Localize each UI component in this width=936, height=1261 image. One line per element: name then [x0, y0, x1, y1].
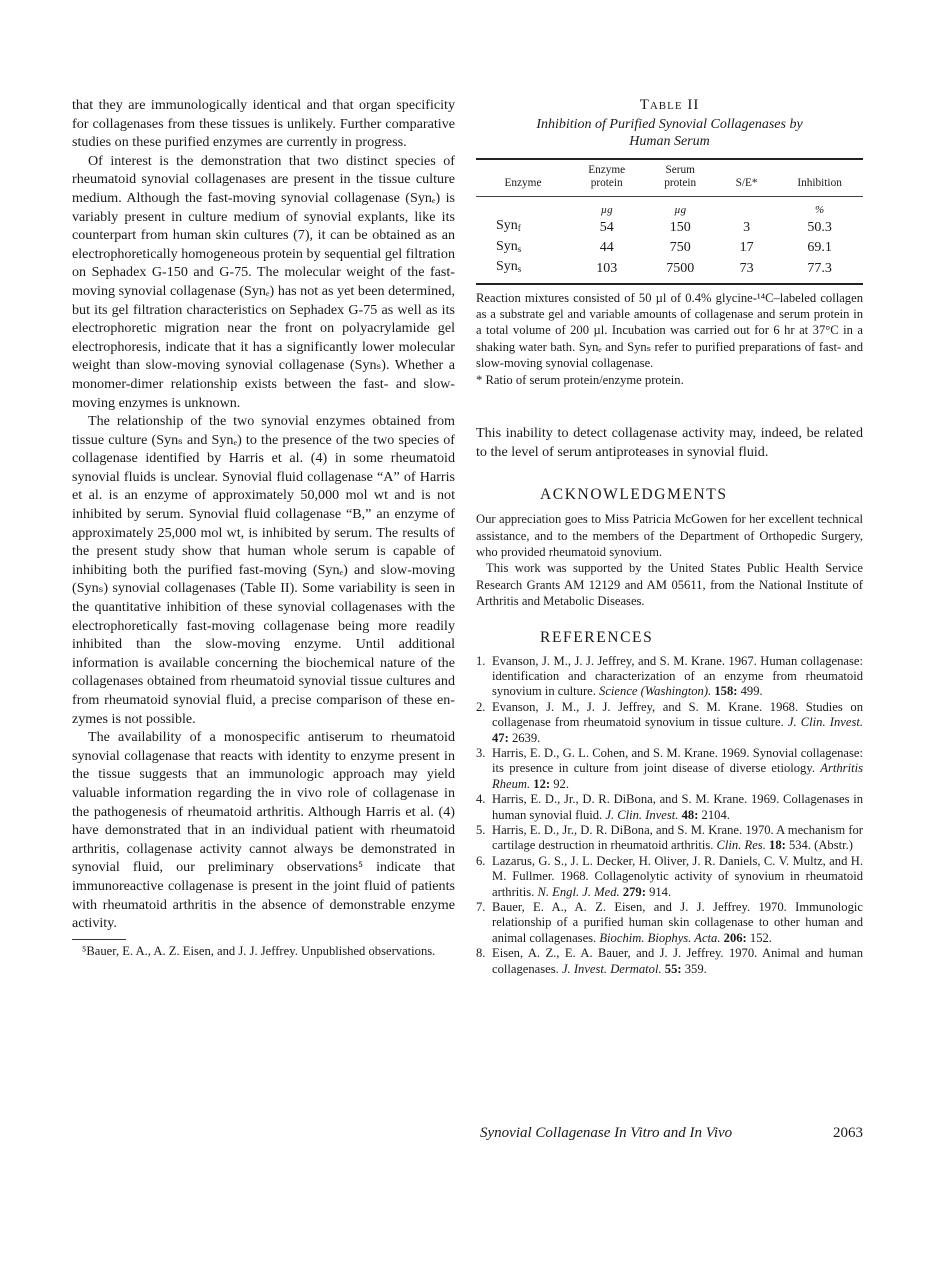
reference-number: 6.	[476, 853, 486, 868]
header-text: protein	[664, 177, 697, 189]
header-ratio: S/E*	[735, 177, 758, 189]
ratio-cell: 17	[739, 240, 754, 255]
reference-pages: 499.	[737, 684, 763, 699]
reference-text: Evanson, J. M., J. J. Jeffrey, and S. M. Krane. 1968. Studies on collagenase from rheumatoid synovium in tissue culture.	[492, 699, 863, 730]
units-cell: %	[815, 204, 825, 216]
reference-journal: Clin. Res.	[716, 838, 766, 853]
header-text: protein	[590, 177, 623, 189]
enzyme-cell	[476, 258, 570, 284]
reference-journal: Arthritis Rheum.	[492, 761, 863, 791]
acknowledgments-heading: ACKNOWLEDGMENTS	[540, 486, 728, 504]
reference-text: Harris, E. D., G. L. Cohen, and S. M. Krane. 1969. Synovial collagenase: its presence in culture from joint disease of diverse etiology.	[492, 746, 863, 776]
reference-volume: 206:	[723, 930, 747, 945]
body-paragraph: This inability to detect collagenase activity may, indeed, be related to the level of serum antiproteases in synovial fluid.	[476, 424, 863, 460]
reference-item	[476, 823, 863, 854]
reference-pages: 92.	[550, 776, 569, 791]
reference-item	[476, 792, 863, 823]
reference-item	[476, 854, 863, 900]
reference-number: 1.	[476, 653, 486, 668]
enzyme-protein-cell: 44	[599, 240, 614, 255]
enzyme-subscript: s	[517, 243, 522, 254]
ratio-cell: 73	[739, 260, 754, 276]
reference-number: 4.	[476, 792, 486, 807]
reference-item	[476, 946, 863, 977]
table-caption-line: Human Serum	[629, 134, 710, 149]
table-asterisk-note: * Ratio of serum protein/enzyme protein.	[476, 372, 684, 387]
reference-volume: 12:	[533, 776, 551, 791]
units-cell	[476, 197, 570, 218]
table-header-row	[476, 159, 863, 197]
table-notes	[476, 290, 863, 388]
reference-text: Evanson, J. M., J. J. Jeffrey, and S. M. Krane. 1967. Human collagenase: identification and characterization of an enzyme from rheumatoid synovium in culture.	[492, 653, 863, 699]
reference-item	[476, 900, 863, 946]
reference-journal: J. Invest. Dermatol.	[561, 961, 662, 976]
body-paragraph: Of interest is the demonstration that two distinct species of rheumatoid synovial collagenases are present in the tissue culture medium. Although the fast-moving synovial collagenase (Synₑ) is variably present in culture medium of synovial explants, like its counterpart from human skin cultures (7), it can be obtained as an electrophoretically homogeneous protein by sequential gel filtration on Sephadex G-150 and G-75. The molecular weight of the fast-moving synovial collagenase (Synₑ) has not as yet been determined, but its gel filtration characteristics on Sephadex G-75 as well as its electrophoretic migration near the front on polyacrylamide gel electrophoresis, indicate that it has a significantly lower molecular weight than slow-moving synovial collagenase (Synₛ). Whether a monomer-dimer relationship exists between the fast- and slow-moving enzymes is unknown.	[72, 152, 455, 411]
references-heading: REFERENCES	[540, 628, 654, 646]
reference-journal: J. Clin. Invest.	[605, 807, 679, 822]
reference-item	[476, 746, 863, 792]
reference-journal: N. Engl. J. Med.	[537, 884, 620, 899]
reference-pages: 534. (Abstr.)	[785, 838, 853, 853]
body-paragraph: The availability of a monospecific antiserum to rheumatoid synovial collagenase that reacts with identity to enzyme present in the tissue suggests that an immunologic approach may yield valuable information regarding the in vivo role of collagenase in the pathogenesis of rheumatoid arthritis. Although Harris et al. (4) have demonstrated that in an individual patient with rheumatoid arthritis, collagenase activity cannot always be demonstrated in synovial fluid, our preliminary observations⁵ indicate that immunoreactive collagenase is present in the joint fluid of patients with rheumatoid arthritis in the absence of demonstrable enzyme activity.	[72, 729, 455, 932]
reference-number: 8.	[476, 946, 486, 961]
body-paragraph: that they are immunologically identical and that organ specificity for collagenases from these tissues is unlikely. Further comparative studies on these purified enzymes are currently in progress.	[72, 97, 455, 151]
enzyme-cell	[476, 238, 570, 259]
reference-volume: 48:	[681, 807, 699, 822]
ratio-cell: 3	[743, 219, 751, 235]
reference-item	[476, 700, 863, 746]
reference-pages: 152.	[746, 930, 772, 945]
table-title: Table II	[639, 97, 700, 113]
header-inhibition: Inhibition	[797, 177, 842, 189]
enzyme-subscript: f	[517, 223, 521, 233]
header-enzyme-protein	[570, 159, 644, 197]
right-column	[476, 96, 863, 977]
serum-protein-cell: 150	[669, 219, 691, 235]
inhibition-table	[476, 158, 863, 285]
reference-text: Eisen, A. Z., E. A. Bauer, and J. J. Jeffrey. 1970. Animal and human collagenases.	[492, 946, 863, 976]
reference-number: 7.	[476, 900, 486, 915]
reference-pages: 2639.	[508, 730, 541, 745]
reference-pages: 2104.	[698, 807, 730, 822]
footnote-divider	[72, 939, 126, 940]
inhibition-cell: 69.1	[807, 240, 832, 255]
enzyme-name: Syn	[496, 259, 518, 274]
enzyme-name: Syn	[496, 218, 518, 233]
units-cell: µg	[674, 204, 687, 216]
table-row	[476, 217, 863, 238]
reference-item	[476, 654, 863, 700]
table-row	[476, 238, 863, 259]
serum-protein-cell: 750	[669, 240, 691, 255]
reference-text: Bauer, E. A., A. Z. Eisen, and J. J. Jeffrey. 1970. Immunologic relationship of a purified human skin collagenase to other human and animal collagenases.	[492, 900, 863, 945]
enzyme-protein-cell: 103	[596, 260, 618, 276]
header-serum-protein	[643, 159, 717, 197]
footnote: ⁵Bauer, E. A., A. Z. Eisen, and J. J. Jeffrey. Unpublished observations.	[82, 943, 436, 958]
reference-number: 2.	[476, 699, 486, 714]
reference-volume: 18:	[769, 838, 786, 853]
reference-volume: 279:	[622, 884, 646, 899]
left-column	[72, 96, 455, 959]
table-caption	[476, 116, 863, 150]
acknowledgments-paragraph: Our appreciation goes to Miss Patricia McGowen for her excellent technical assistance, and to the members of the Department of Orthopedic Surgery, who provided rheumatoid synovium.	[476, 512, 863, 559]
reference-volume: 55:	[664, 961, 682, 976]
table-block	[476, 96, 863, 388]
reference-number: 5.	[476, 823, 486, 838]
header-enzyme: Enzyme	[504, 177, 542, 189]
body-paragraph: The relationship of the two synovial enzymes obtained from tissue culture (Synₛ and Synₑ) to the presence of the two species of collagenase identified by Harris et al. (4) in some rheumatoid synovial fluids is unclear. Synovial fluid collagenase “A” of Harris et al. is an enzyme of approximately 50,000 mol wt and is not inhibited by serum. Synovial fluid collagenase “B,” an enzyme of approximately 25,000 mol wt, is inhibited by serum. The results of the present study show that human whole serum is capable of inhibiting both the purified fast-moving (Synₑ) and slow-moving (Synₛ) synovial collagenases (Table II). Some variability is seen in the quantitative inhibition of these synovial collagenases with the electrophoretically fast-moving collagenase being more readily inhibited than the slow-moving enzyme. Until additional information is available concerning the biochemical nature of the collagenases obtained from rheumatoid synovial tissue cultures and from rheumatoid synovial fluid, a precise comparison of these enzymes is not possible.	[72, 413, 455, 727]
reference-volume: 158:	[714, 684, 738, 699]
page-number: 2063	[833, 1125, 863, 1141]
enzyme-cell	[476, 217, 570, 238]
reference-text: Harris, E. D., Jr., D. R. DiBona, and S. M. Krane. 1969. Collagenases in human synovial fluid.	[492, 792, 863, 822]
acknowledgments-paragraph: This work was supported by the United States Public Health Service Research Grants AM 12129 and AM 05611, from the National Institute of Arthritis and Metabolic Diseases.	[476, 561, 863, 609]
running-title: Synovial Collagenase In Vitro and In Vivo	[480, 1125, 733, 1141]
enzyme-name: Syn	[496, 238, 518, 254]
reference-pages: 359.	[681, 961, 707, 976]
inhibition-cell: 77.3	[807, 260, 832, 276]
units-row	[476, 197, 863, 218]
running-footer	[480, 1125, 863, 1142]
table-row	[476, 258, 863, 284]
reference-volume: 47:	[492, 730, 509, 745]
units-cell	[717, 197, 776, 218]
header-text: Enzyme	[588, 164, 626, 176]
enzyme-protein-cell: 54	[599, 219, 614, 235]
table-note: Reaction mixtures consisted of 50 µl of 0.4% glycine-¹⁴C–labeled collagen as a substrate gel and variable amounts of collagenase and serum protein in a total volume of 200 µl. Incubation was carried out for 6 hr at 37°C in a shaking water bath. Synₑ and Synₛ refer to purified preparations of fast- and slow-moving synovial collagenase.	[476, 290, 863, 371]
reference-text: Lazarus, G. S., J. L. Decker, H. Oliver, J. R. Daniels, C. V. Multz, and H. M. Fullmer. 1968. Collagenolytic activity of synovium in rheumatoid arthritis.	[492, 853, 863, 899]
reference-journal: J. Clin. Invest.	[787, 715, 863, 730]
serum-protein-cell: 7500	[666, 260, 695, 276]
inhibition-cell: 50.3	[807, 219, 832, 235]
units-cell: µg	[600, 204, 613, 216]
reference-pages: 914.	[645, 884, 672, 899]
reference-number: 3.	[476, 746, 486, 760]
enzyme-subscript: s	[517, 264, 522, 274]
reference-journal: Biochim. Biophys. Acta.	[599, 930, 721, 945]
table-caption-line: Inhibition of Purified Synovial Collagenases by	[536, 117, 803, 132]
reference-text: Harris, E. D., Jr., D. R. DiBona, and S. M. Krane. 1970. A mechanism for cartilage destruction in rheumatoid arthritis.	[492, 823, 863, 853]
header-text: Serum	[665, 164, 695, 176]
reference-journal: Science (Washington).	[599, 684, 712, 699]
references-list	[476, 654, 863, 978]
